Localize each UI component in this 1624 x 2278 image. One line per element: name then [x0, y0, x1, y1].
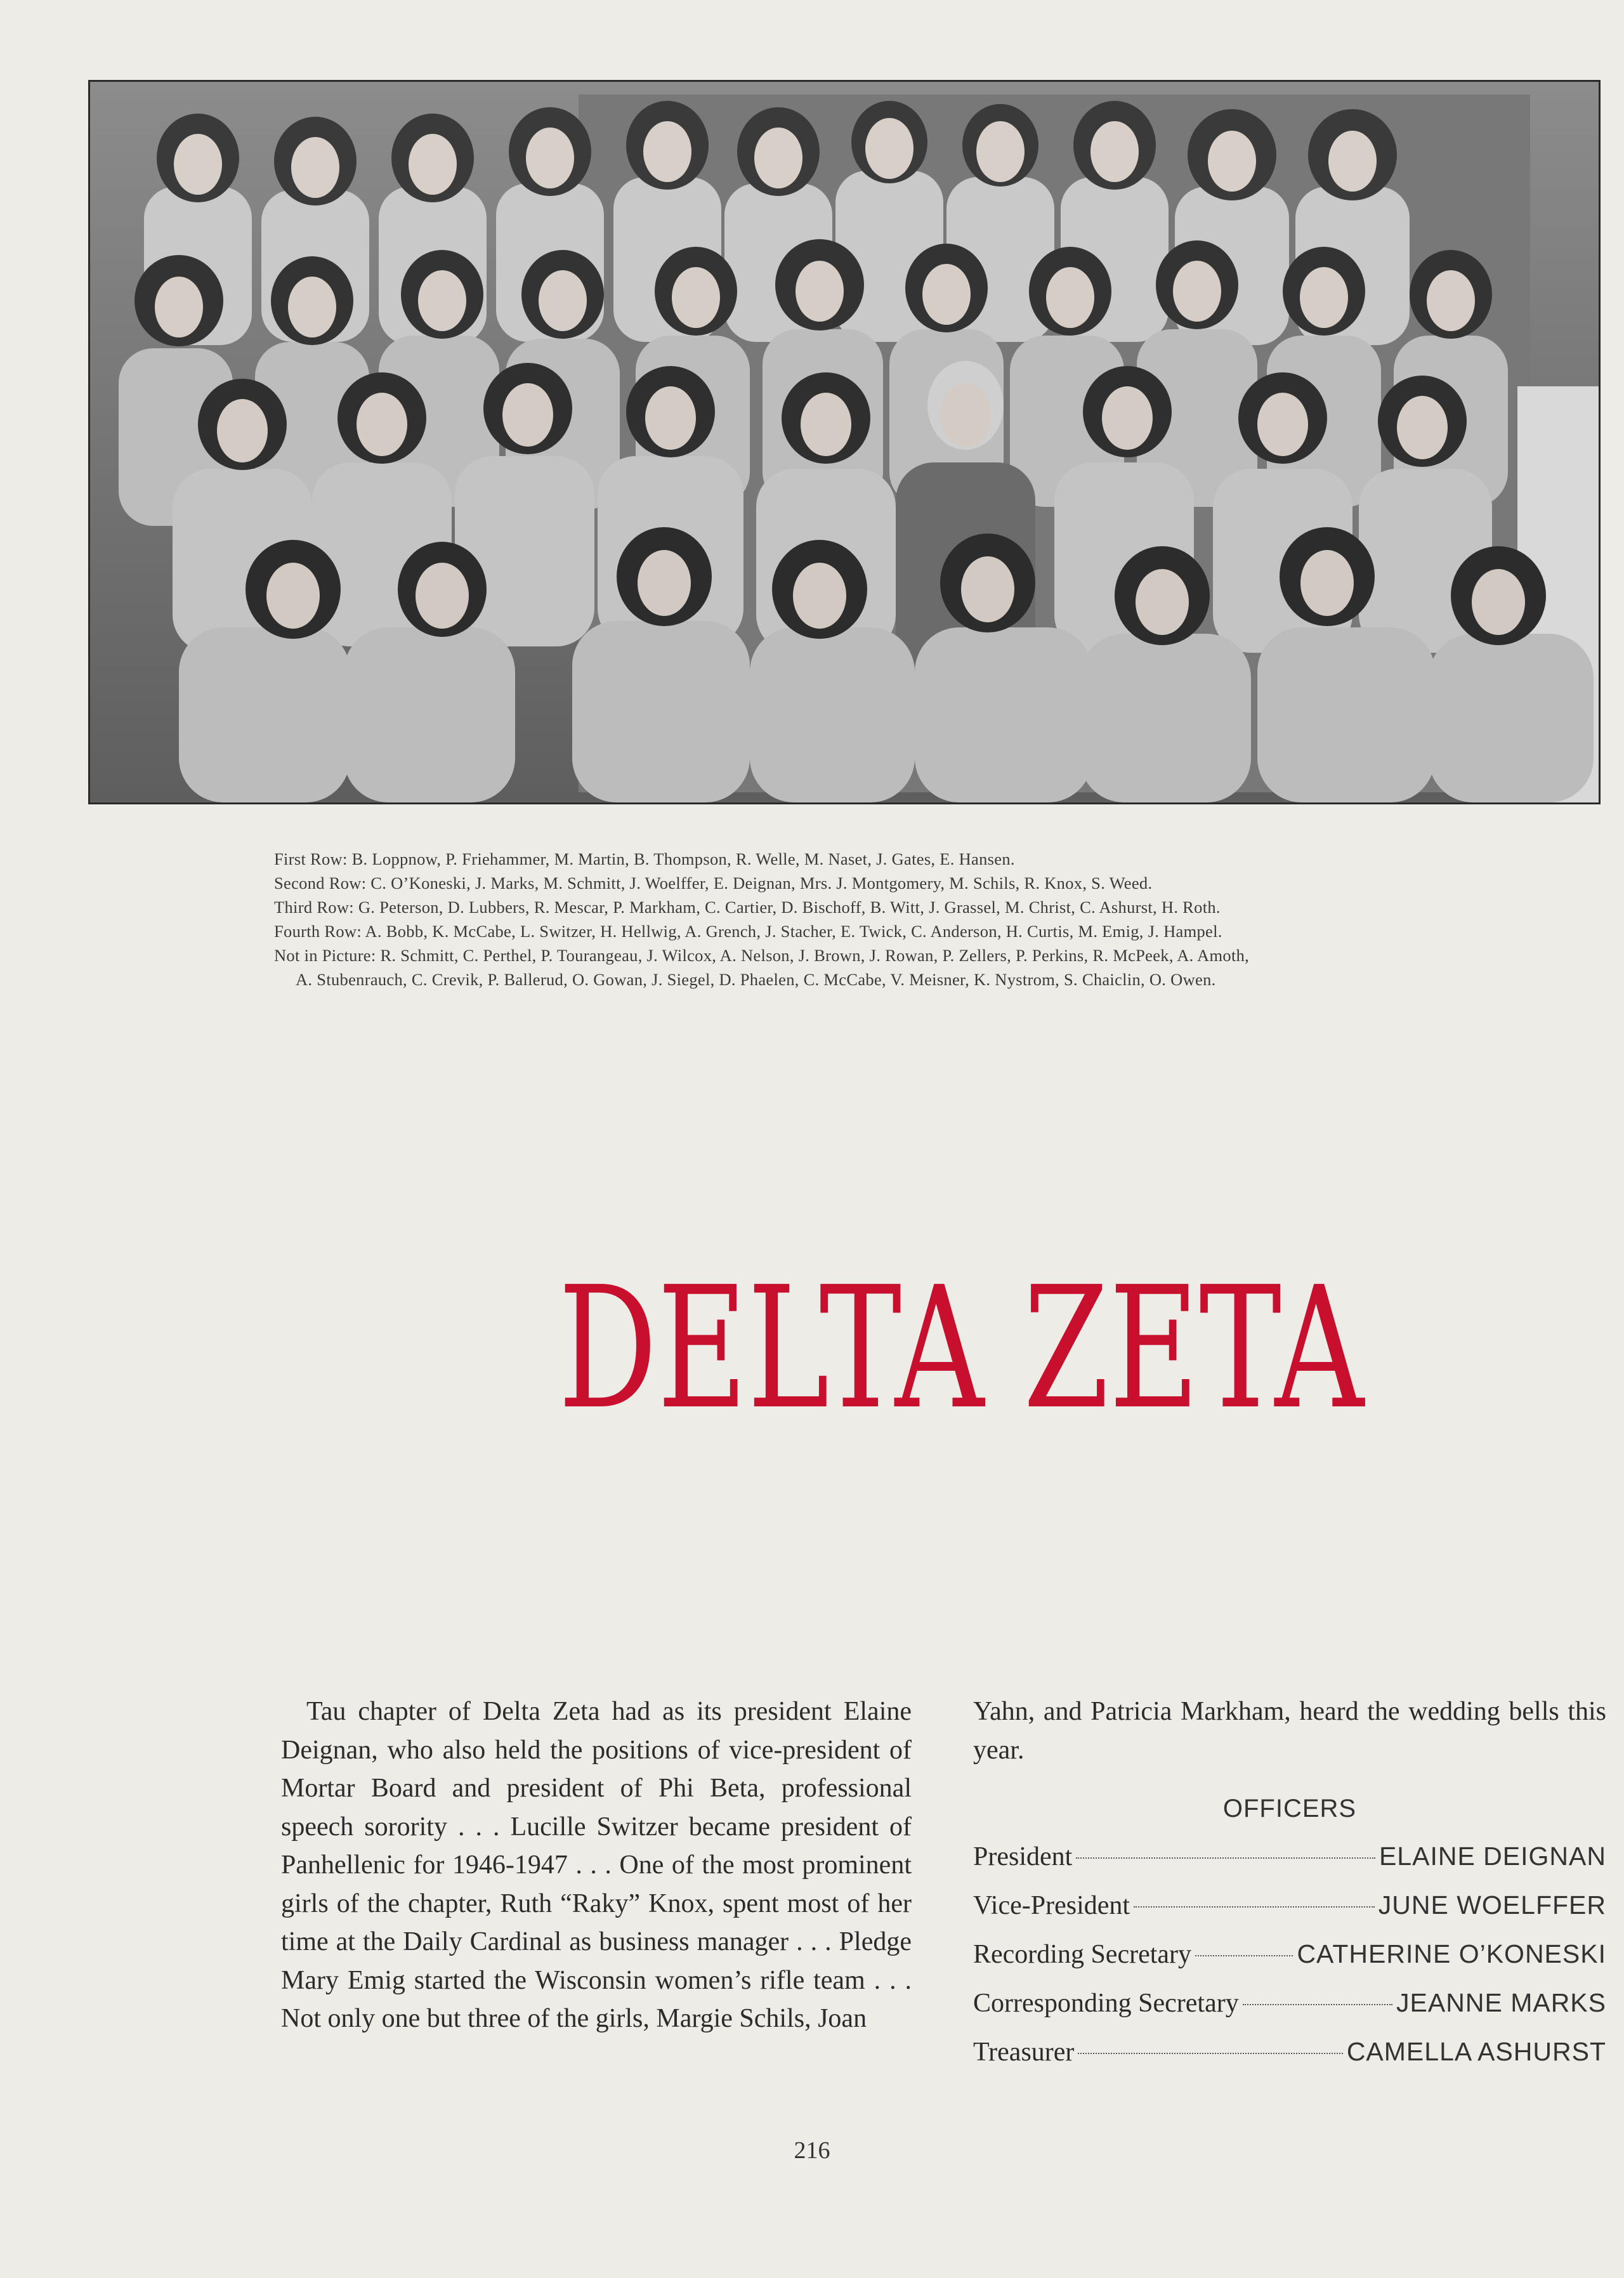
officer-name: JUNE WOELFFER: [1378, 1890, 1606, 1920]
officer-name: CATHERINE O’KONESKI: [1297, 1939, 1606, 1968]
caption-not-in-picture-continued: A. Stubenrauch, C. Crevik, P. Ballerud, O. Gowan, J. Siegel, D. Phaelen, C. McCabe, V. Meisner, K. Nystrom, S. Chaiclin, O. Owen.: [296, 970, 1216, 989]
officer-row: [973, 1886, 1606, 1935]
officer-name: ELAINE DEIGNAN: [1378, 1841, 1606, 1871]
officers-heading: OFFICERS: [1222, 1795, 1357, 1823]
article-paragraph: Tau chapter of Delta Zeta had as its president Elaine Deignan, who also held the positions of vice-president of Mortar Board and president of Phi Beta, professional speech sorority . . . Lucille Switzer became president of Panhellenic for 1946-1947 . . . One of the most prominent girls of the chapter, Ruth “Raky” Knox, spent most of her time at the Daily Cardinal as business manager . . . Pledge Mary Emig started the Wisconsin women’s rifle team . . . Not only one but three of the girls, Margie Schils, Joan: [281, 1697, 912, 2033]
page-number: 216: [794, 2137, 830, 2164]
page-title: [0, 1253, 1624, 1418]
page-title-text: DELTA ZETA: [558, 1253, 1366, 1418]
officer-row: [973, 1935, 1606, 1984]
leader-dots: [1243, 2004, 1392, 2005]
officer-name: JEANNE MARKS: [1396, 1987, 1606, 2017]
photo-caption: [274, 847, 1613, 992]
caption-third-row: Third Row: G. Peterson, D. Lubbers, R. Mescar, P. Markham, C. Cartier, D. Bischoff, B. Witt, J. Grassel, M. Christ, C. Ashurst, H. Roth.: [274, 898, 1221, 917]
leader-dots: [1076, 1857, 1375, 1859]
leader-dots: [1195, 1955, 1293, 1956]
officers-list: [973, 1837, 1606, 2081]
group-photo-image: [90, 82, 1599, 802]
caption-first-row: First Row: B. Loppnow, P. Friehammer, M. Martin, B. Thompson, R. Welle, M. Naset, J. Gates, E. Hansen.: [274, 849, 1015, 868]
officer-title: Recording Secretary: [973, 1939, 1192, 1969]
article-left-column: [281, 1692, 912, 2038]
officer-row: [973, 2033, 1606, 2081]
officer-row: [973, 1837, 1606, 1886]
caption-second-row: Second Row: C. O’Koneski, J. Marks, M. Schmitt, J. Woelffer, E. Deignan, Mrs. J. Montgomery, M. Schils, R. Knox, S. Weed.: [274, 874, 1153, 893]
officer-title: Vice-President: [973, 1890, 1130, 1920]
officer-title: Treasurer: [973, 2037, 1075, 2067]
officer-name: CAMELLA ASHURST: [1346, 2036, 1606, 2066]
officer-row: [973, 1984, 1606, 2033]
leader-dots: [1078, 2053, 1342, 2054]
article-paragraph-continued: Yahn, and Patricia Markham, heard the wedding bells this year.: [973, 1697, 1606, 1765]
group-photo: [88, 80, 1601, 804]
caption-fourth-row: Fourth Row: A. Bobb, K. McCabe, L. Switzer, H. Hellwig, A. Grench, J. Stacher, E. Twick, C. Anderson, H. Curtis, M. Emig, J. Hampel.: [274, 922, 1222, 941]
caption-not-in-picture: Not in Picture: R. Schmitt, C. Perthel, P. Tourangeau, J. Wilcox, A. Nelson, J. Brown, J. Rowan, P. Zellers, P. Perkins, R. McPeek, A. Amoth,: [274, 946, 1250, 965]
leader-dots: [1134, 1906, 1375, 1908]
page-title-graphic: [0, 1253, 1624, 1418]
article-right-column: [973, 1692, 1606, 2081]
officer-title: President: [973, 1842, 1073, 1871]
officer-title: Corresponding Secretary: [973, 1988, 1239, 2018]
